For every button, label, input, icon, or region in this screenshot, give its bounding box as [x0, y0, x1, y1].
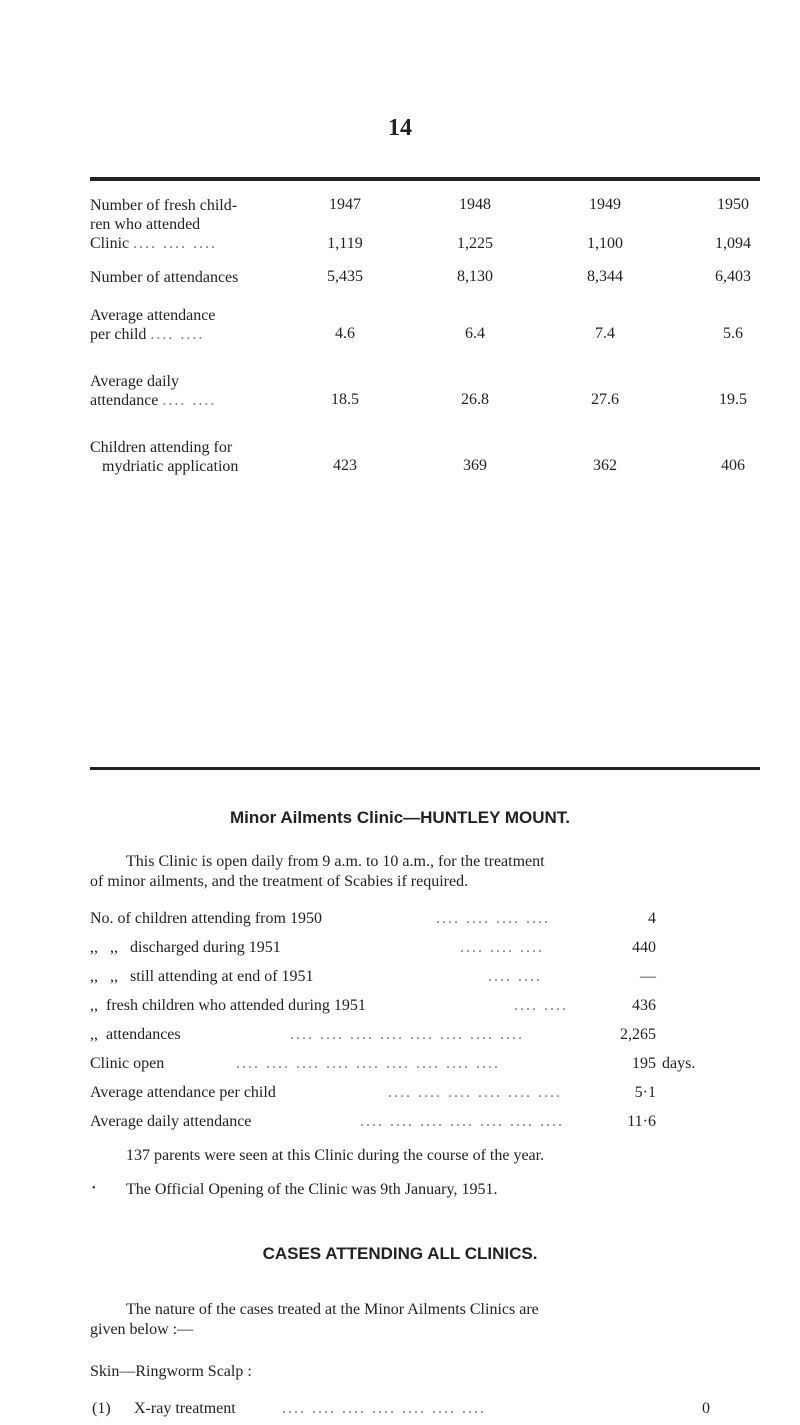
table-cell: 406	[721, 457, 745, 474]
cases-intro: The nature of the cases treated at the Minor Ailments Clinics are	[126, 1301, 539, 1318]
table-cell: 8,130	[457, 268, 493, 285]
year-header: 1948	[459, 196, 491, 213]
section-title-minor-ailments: Minor Ailments Clinic—HUNTLEY MOUNT.	[229, 808, 571, 827]
table-cell: 19.5	[719, 391, 747, 408]
table-cell: 6,403	[715, 268, 751, 285]
table-bottom-rule	[90, 767, 760, 770]
year-header: 1949	[589, 196, 621, 213]
table-cell: 7.4	[595, 325, 615, 342]
table-cell: 26.8	[461, 391, 489, 408]
table-top-rule	[90, 177, 760, 181]
table-cell: 1,100	[587, 235, 623, 252]
page-number: 14	[388, 115, 412, 141]
row-label: Children attending for mydriatic application	[90, 439, 239, 475]
row-label: Average attendance per child .... ....	[90, 307, 216, 343]
table-cell: 27.6	[591, 391, 619, 408]
parents-note: 137 parents were seen at this Clinic during the course of the year.	[126, 1147, 545, 1164]
table-cell: 8,344	[587, 268, 623, 285]
table-cell: 18.5	[331, 391, 359, 408]
footnote-mark: •	[92, 1183, 96, 1194]
table-cell: 362	[593, 457, 617, 474]
cases-intro-line2: given below :—	[90, 1321, 194, 1338]
opening-note: The Official Opening of the Clinic was 9th January, 1951.	[126, 1181, 498, 1198]
table-cell: 4.6	[335, 325, 355, 342]
table-cell: 5.6	[723, 325, 743, 342]
table-cell: 1,225	[457, 235, 493, 252]
table-cell: 423	[333, 457, 357, 474]
skin-heading: Skin—Ringworm Scalp :	[90, 1363, 252, 1380]
section-title-cases: CASES ATTENDING ALL CLINICS.	[262, 1244, 538, 1263]
row-label: Number of fresh child- ren who attended Clinic .... .... ....	[90, 197, 238, 252]
row-label: Number of attendances	[90, 269, 239, 286]
intro-paragraph-line2: of minor ailments, and the treatment of Scabies if required.	[90, 873, 469, 890]
table-cell: 6.4	[465, 325, 485, 342]
year-header: 1950	[717, 196, 749, 213]
year-header: 1947	[329, 196, 361, 213]
table-cell: 5,435	[327, 268, 363, 285]
table-cell: 1,094	[715, 235, 751, 252]
row-label: Average daily attendance .... ....	[90, 373, 217, 409]
table-cell: 1,119	[327, 235, 363, 252]
table-cell: 369	[463, 457, 487, 474]
intro-paragraph: This Clinic is open daily from 9 a.m. to 10 a.m., for the treatment	[126, 853, 545, 870]
